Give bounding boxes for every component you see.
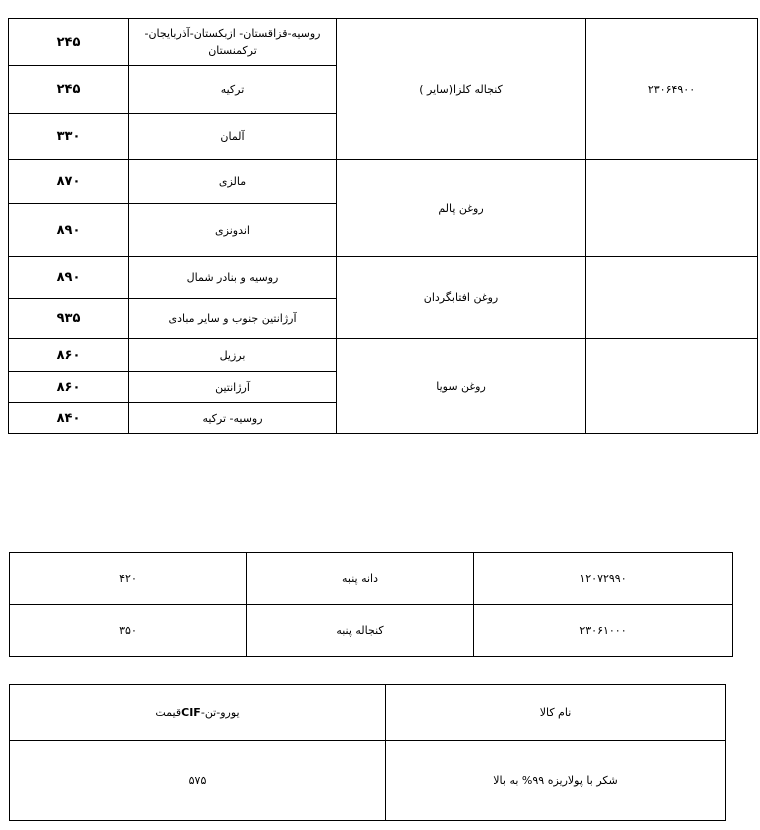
price-cell: ۸۷۰ (9, 160, 129, 204)
origin-cell: اندونزی (129, 204, 337, 257)
origin-cell: روسیه- ترکیه (129, 403, 337, 434)
price-header-prefix: قیمت (155, 706, 182, 719)
price-cell: ۸۶۰ (9, 339, 129, 372)
table-row (9, 160, 758, 204)
origin-cell: روسیه-قزاقستان- ازبکستان-آذربایجان- ترکمنستان (129, 19, 337, 66)
product-cell: شکر با پولاریزه ۹۹% به بالا (386, 741, 726, 821)
price-cell: ۸۶۰ (9, 372, 129, 403)
tariff-code-cell (586, 257, 758, 339)
product-cell: روغن سویا (337, 339, 586, 434)
price-header-suffix: -یورو-تن (200, 706, 240, 719)
origin-cell: روسیه و بنادر شمال (129, 257, 337, 299)
price-cell: ۳۳۰ (9, 114, 129, 160)
price-cell: ۵۷۵ (10, 741, 386, 821)
table-row (10, 741, 726, 821)
price-cell: ۳۵۰ (10, 605, 247, 657)
price-cell: ۲۴۵ (9, 19, 129, 66)
price-table-cotton (9, 552, 733, 657)
tariff-code-cell (586, 160, 758, 257)
tariff-code-cell: ۲۳۰۶۱۰۰۰ (474, 605, 733, 657)
table-row (9, 257, 758, 299)
table-row (10, 605, 733, 657)
price-cell: ۲۴۵ (9, 66, 129, 114)
price-cell: ۴۲۰ (10, 553, 247, 605)
origin-cell: برزیل (129, 339, 337, 372)
price-header-cell (10, 685, 386, 741)
price-cell: ۸۴۰ (9, 403, 129, 434)
origin-cell: آرژانتین جنوب و سایر مبادی (129, 299, 337, 339)
price-cell: ۸۹۰ (9, 204, 129, 257)
price-table-sugar (9, 684, 726, 821)
origin-cell: ترکیه (129, 66, 337, 114)
product-cell: روغن پالم (337, 160, 586, 257)
name-header-cell: نام کالا (386, 685, 726, 741)
origin-cell: آرژانتین (129, 372, 337, 403)
table-row (9, 339, 758, 372)
origin-cell: مالزی (129, 160, 337, 204)
product-cell: ( سایر)کنجاله کلزا (337, 19, 586, 160)
table-row (9, 19, 758, 66)
price-cell: ۸۹۰ (9, 257, 129, 299)
table-row (10, 553, 733, 605)
product-cell: روغن افتابگردان (337, 257, 586, 339)
product-cell: دانه پنبه (247, 553, 474, 605)
tariff-code-cell (586, 339, 758, 434)
table-header-row (10, 685, 726, 741)
tariff-code-cell: ۲۳۰۶۴۹۰۰ (586, 19, 758, 160)
tariff-code-cell: ۱۲۰۷۲۹۹۰ (474, 553, 733, 605)
price-cell: ۹۳۵ (9, 299, 129, 339)
origin-cell: آلمان (129, 114, 337, 160)
price-table-oils (8, 18, 758, 434)
product-cell: کنجاله پنبه (247, 605, 474, 657)
price-header-cif: CIF (181, 706, 201, 719)
